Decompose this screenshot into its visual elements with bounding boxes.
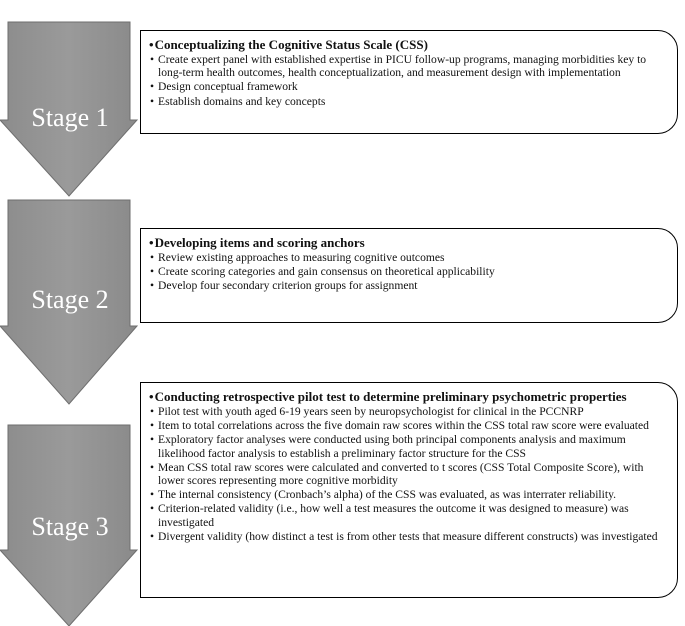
- list-item: • Establish domains and key concepts: [149, 95, 669, 108]
- stage-3-box: [140, 382, 678, 598]
- list-item: • The internal consistency (Cronbach’s alpha) of the CSS was evaluated, as was interrater reliability.: [149, 488, 669, 501]
- list-item: • Design conceptual framework: [149, 80, 669, 93]
- list-item: • Item to total correlations across the five domain raw scores within the CSS total raw score were evaluated: [149, 419, 669, 432]
- stage-3-list: [149, 405, 669, 543]
- list-item: • Pilot test with youth aged 6-19 years seen by neuropsychologist for clinical in the PCCNRP: [149, 405, 669, 418]
- list-item: • Review existing approaches to measuring cognitive outcomes: [149, 251, 669, 264]
- list-item: • Exploratory factor analyses were conducted using both principal components analysis and maximum likelihood factor analysis to establish a preliminary factor structure for the CSS: [149, 433, 669, 459]
- list-item: • Divergent validity (how distinct a test is from other tests that measure different constructs) was investigated: [149, 530, 669, 543]
- list-item: • Develop four secondary criterion groups for assignment: [149, 279, 669, 292]
- stage-2-heading: •Developing items and scoring anchors: [149, 235, 365, 250]
- stage-1-box: [140, 30, 678, 134]
- stage-2-box: [140, 228, 678, 323]
- list-item: • Criterion-related validity (i.e., how well a test measures the outcome it was designed to measure) was investigated: [149, 502, 669, 528]
- stage-1-label: Stage 1: [31, 103, 109, 132]
- stage-1-heading: •Conceptualizing the Cognitive Status Scale (CSS): [149, 37, 428, 52]
- list-item: • Create scoring categories and gain consensus on theoretical applicability: [149, 265, 669, 278]
- stage-2-list: [149, 251, 669, 293]
- stage-1-list: [149, 53, 669, 108]
- stage-3-label: Stage 3: [31, 512, 109, 541]
- stage-2-label: Stage 2: [31, 285, 109, 314]
- list-item: • Mean CSS total raw scores were calculated and converted to t scores (CSS Total Composite Score), with lower scores representing more cognitive morbidity: [149, 461, 669, 487]
- list-item: • Create expert panel with established expertise in PICU follow-up programs, managing morbidities key to long-term health outcomes, health conceptualization, and measurement design with implementation: [149, 53, 669, 79]
- stage-3-heading: •Conducting retrospective pilot test to determine preliminary psychometric properties: [149, 389, 627, 404]
